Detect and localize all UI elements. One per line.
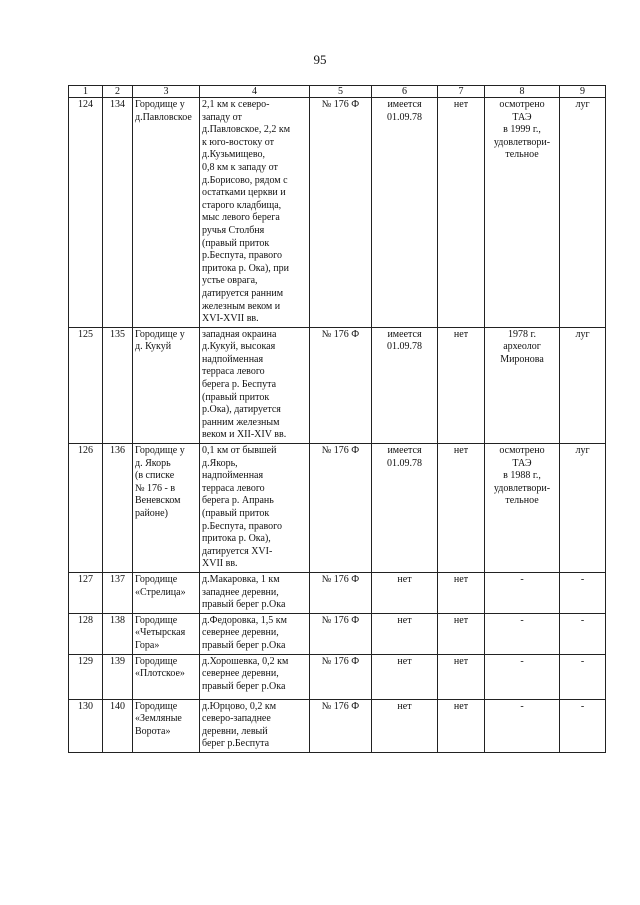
cell-list-number: 134 — [103, 98, 133, 328]
cell-condition: - — [485, 572, 560, 613]
cell-land-use: луг — [560, 98, 606, 328]
cell-document: № 176 Ф — [310, 98, 372, 328]
cell-land-use: - — [560, 572, 606, 613]
cell-passport: нет — [372, 572, 438, 613]
cell-document: № 176 Ф — [310, 444, 372, 573]
cell-location: западная окраина д.Кукуй, высокая надпойменная терраса левого берега р. Беспута (правый приток р.Ока), датируется ранним железным веком и XII-XIV вв. — [200, 327, 310, 443]
cell-obligation: нет — [438, 327, 485, 443]
cell-document: № 176 Ф — [310, 327, 372, 443]
cell-list-number: 136 — [103, 444, 133, 573]
column-header: 7 — [438, 86, 485, 98]
cell-obligation: нет — [438, 654, 485, 699]
cell-obligation: нет — [438, 444, 485, 573]
cell-passport: имеется 01.09.78 — [372, 444, 438, 573]
cell-document: № 176 Ф — [310, 572, 372, 613]
cell-obligation: нет — [438, 613, 485, 654]
cell-land-use: луг — [560, 327, 606, 443]
cell-passport: имеется 01.09.78 — [372, 327, 438, 443]
table-row — [69, 654, 606, 699]
page-number: 95 — [313, 52, 327, 67]
column-header: 5 — [310, 86, 372, 98]
cell-number: 127 — [69, 572, 103, 613]
cell-obligation: нет — [438, 572, 485, 613]
column-header: 4 — [200, 86, 310, 98]
cell-list-number: 138 — [103, 613, 133, 654]
table-row — [69, 98, 606, 328]
table-row — [69, 572, 606, 613]
table-row — [69, 699, 606, 752]
cell-condition: - — [485, 699, 560, 752]
column-header: 2 — [103, 86, 133, 98]
cell-number: 124 — [69, 98, 103, 328]
table-row — [69, 327, 606, 443]
cell-list-number: 137 — [103, 572, 133, 613]
column-header: 1 — [69, 86, 103, 98]
cell-number: 125 — [69, 327, 103, 443]
cell-location: д.Юрцово, 0,2 км северо-западнее деревни, левый берег р.Беспута — [200, 699, 310, 752]
cell-obligation: нет — [438, 98, 485, 328]
cell-number: 129 — [69, 654, 103, 699]
cell-site-name: Городище «Плотское» — [133, 654, 200, 699]
cell-location: д.Хорошевка, 0,2 км севернее деревни, правый берег р.Ока — [200, 654, 310, 699]
column-header: 3 — [133, 86, 200, 98]
column-header: 6 — [372, 86, 438, 98]
cell-passport: нет — [372, 613, 438, 654]
cell-document: № 176 Ф — [310, 654, 372, 699]
cell-passport: нет — [372, 699, 438, 752]
table-row — [69, 613, 606, 654]
cell-passport: имеется 01.09.78 — [372, 98, 438, 328]
cell-land-use: - — [560, 654, 606, 699]
cell-land-use: - — [560, 699, 606, 752]
cell-condition: осмотрено ТАЭ в 1999 г., удовлетвори- тельное — [485, 98, 560, 328]
cell-location: 0,1 км от бывшей д.Якорь, надпойменная терраса левого берега р. Апрань (правый приток р.Беспута, правого притока р. Ока), датируется XVI- XVII вв. — [200, 444, 310, 573]
column-header: 8 — [485, 86, 560, 98]
cell-obligation: нет — [438, 699, 485, 752]
cell-site-name: Городище у д. Кукуй — [133, 327, 200, 443]
cell-passport: нет — [372, 654, 438, 699]
cell-site-name: Городище у д.Павловское — [133, 98, 200, 328]
cell-list-number: 139 — [103, 654, 133, 699]
cell-condition: 1978 г. археолог Миронова — [485, 327, 560, 443]
cell-location: д.Федоровка, 1,5 км севернее деревни, правый берег р.Ока — [200, 613, 310, 654]
cell-site-name: Городище «Стрелица» — [133, 572, 200, 613]
cell-condition: - — [485, 654, 560, 699]
registry-table — [68, 85, 606, 753]
cell-list-number: 135 — [103, 327, 133, 443]
cell-land-use: - — [560, 613, 606, 654]
cell-number: 130 — [69, 699, 103, 752]
cell-document: № 176 Ф — [310, 613, 372, 654]
cell-site-name: Городище у д. Якорь (в списке № 176 - в Веневском районе) — [133, 444, 200, 573]
cell-condition: осмотрено ТАЭ в 1988 г., удовлетвори- тельное — [485, 444, 560, 573]
header-row — [69, 86, 606, 98]
cell-condition: - — [485, 613, 560, 654]
cell-location: 2,1 км к северо- западу от д.Павловское, 2,2 км к юго-востоку от д.Кузьмищево, 0,8 км к западу от д.Борисово, рядом с остатками церкви и старого кладбища, мыс левого берега ручья Столбня (правый приток р.Беспута, правого притока р. Ока), при устье оврага, датируется ранним железным веком и XVI-XVII вв. — [200, 98, 310, 328]
table-row — [69, 444, 606, 573]
cell-list-number: 140 — [103, 699, 133, 752]
cell-number: 126 — [69, 444, 103, 573]
cell-number: 128 — [69, 613, 103, 654]
cell-site-name: Городище «Земляные Ворота» — [133, 699, 200, 752]
cell-land-use: луг — [560, 444, 606, 573]
column-header: 9 — [560, 86, 606, 98]
cell-document: № 176 Ф — [310, 699, 372, 752]
cell-location: д.Макаровка, 1 км западнее деревни, правый берег р.Ока — [200, 572, 310, 613]
cell-site-name: Городище «Четырская Гора» — [133, 613, 200, 654]
